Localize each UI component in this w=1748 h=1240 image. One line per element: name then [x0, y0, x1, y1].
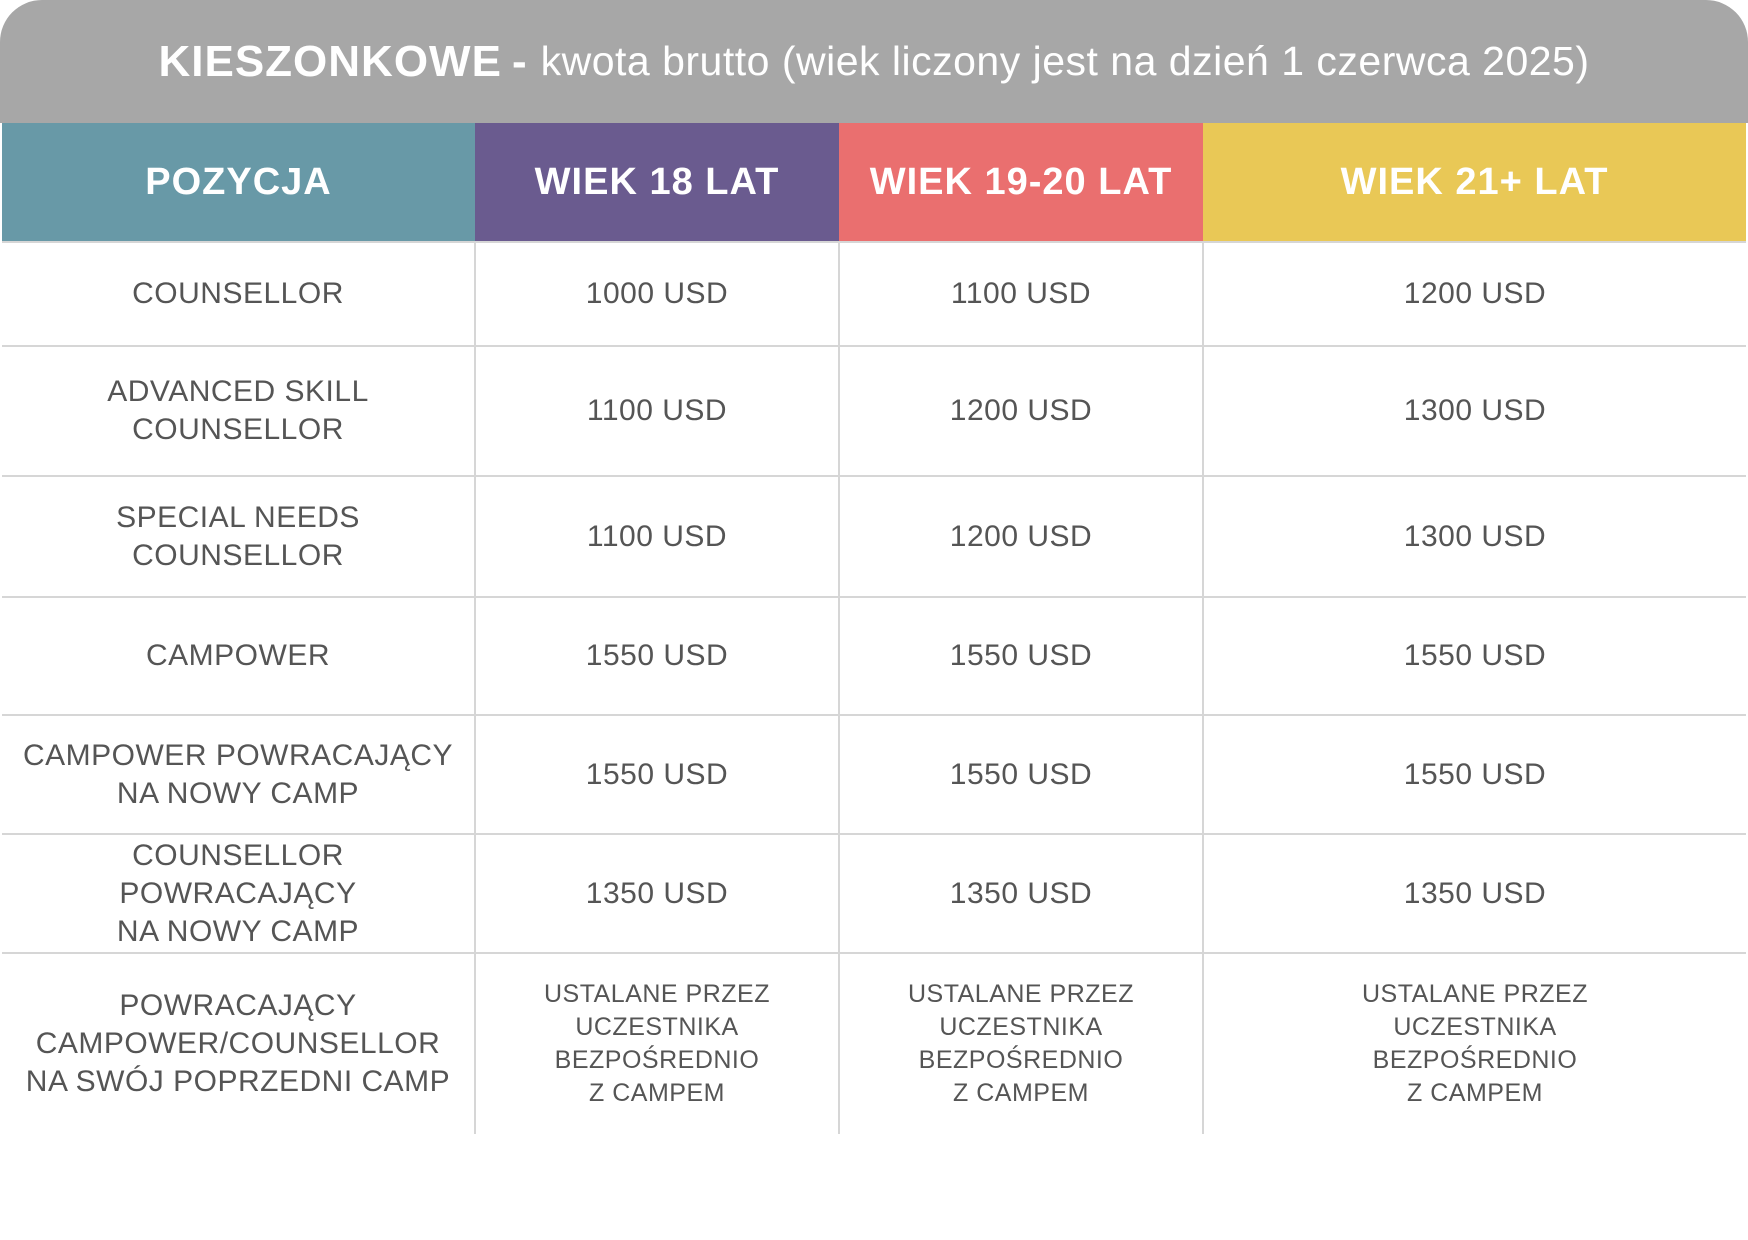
- amount-age-19-20: 1550 USD: [839, 597, 1203, 715]
- title-separator: -: [511, 36, 527, 86]
- title-bar: [0, 0, 1748, 123]
- amount-age-18: 1550 USD: [475, 597, 839, 715]
- position-cell: CAMPOWER POWRACAJĄCY NA NOWY CAMP: [2, 715, 475, 834]
- amount-age-18: 1100 USD: [475, 346, 839, 476]
- amount-age-19-20: 1200 USD: [839, 476, 1203, 597]
- amount-age-21-plus: 1200 USD: [1203, 242, 1746, 346]
- amount-age-21-plus: 1300 USD: [1203, 476, 1746, 597]
- header-age-21-plus: WIEK 21+ LAT: [1203, 123, 1746, 242]
- amount-age-21-plus: 1550 USD: [1203, 715, 1746, 834]
- header-position: POZYCJA: [2, 123, 475, 242]
- position-cell: SPECIAL NEEDS COUNSELLOR: [2, 476, 475, 597]
- position-cell: COUNSELLOR POWRACAJĄCY NA NOWY CAMP: [2, 834, 475, 953]
- amount-age-21-plus: 1350 USD: [1203, 834, 1746, 953]
- table-row: [2, 834, 1746, 953]
- amount-age-18: 1350 USD: [475, 834, 839, 953]
- pocket-money-table: [2, 123, 1746, 1134]
- amount-age-19-20: 1350 USD: [839, 834, 1203, 953]
- title-bold: KIESZONKOWE: [158, 36, 502, 86]
- header-age-19-20: WIEK 19-20 LAT: [839, 123, 1203, 242]
- amount-age-19-20: USTALANE PRZEZ UCZESTNIKA BEZPOŚREDNIO Z CAMPEM: [839, 953, 1203, 1134]
- amount-age-19-20: 1100 USD: [839, 242, 1203, 346]
- amount-age-21-plus: USTALANE PRZEZ UCZESTNIKA BEZPOŚREDNIO Z CAMPEM: [1203, 953, 1746, 1134]
- amount-age-18: 1100 USD: [475, 476, 839, 597]
- table-row: [2, 597, 1746, 715]
- table-row: [2, 242, 1746, 346]
- amount-age-21-plus: 1550 USD: [1203, 597, 1746, 715]
- table-row: [2, 476, 1746, 597]
- amount-age-18: USTALANE PRZEZ UCZESTNIKA BEZPOŚREDNIO Z CAMPEM: [475, 953, 839, 1134]
- position-cell: COUNSELLOR: [2, 242, 475, 346]
- header-age-18: WIEK 18 LAT: [475, 123, 839, 242]
- amount-age-19-20: 1550 USD: [839, 715, 1203, 834]
- table-row: [2, 953, 1746, 1134]
- amount-age-21-plus: 1300 USD: [1203, 346, 1746, 476]
- header-row: [2, 123, 1746, 242]
- table-row: [2, 715, 1746, 834]
- table-row: [2, 346, 1746, 476]
- position-cell: ADVANCED SKILL COUNSELLOR: [2, 346, 475, 476]
- amount-age-18: 1000 USD: [475, 242, 839, 346]
- position-cell: CAMPOWER: [2, 597, 475, 715]
- amount-age-18: 1550 USD: [475, 715, 839, 834]
- position-cell: POWRACAJĄCY CAMPOWER/COUNSELLOR NA SWÓJ POPRZEDNI CAMP: [2, 953, 475, 1134]
- title-subtitle: kwota brutto (wiek liczony jest na dzień 1 czerwca 2025): [540, 38, 1590, 84]
- amount-age-19-20: 1200 USD: [839, 346, 1203, 476]
